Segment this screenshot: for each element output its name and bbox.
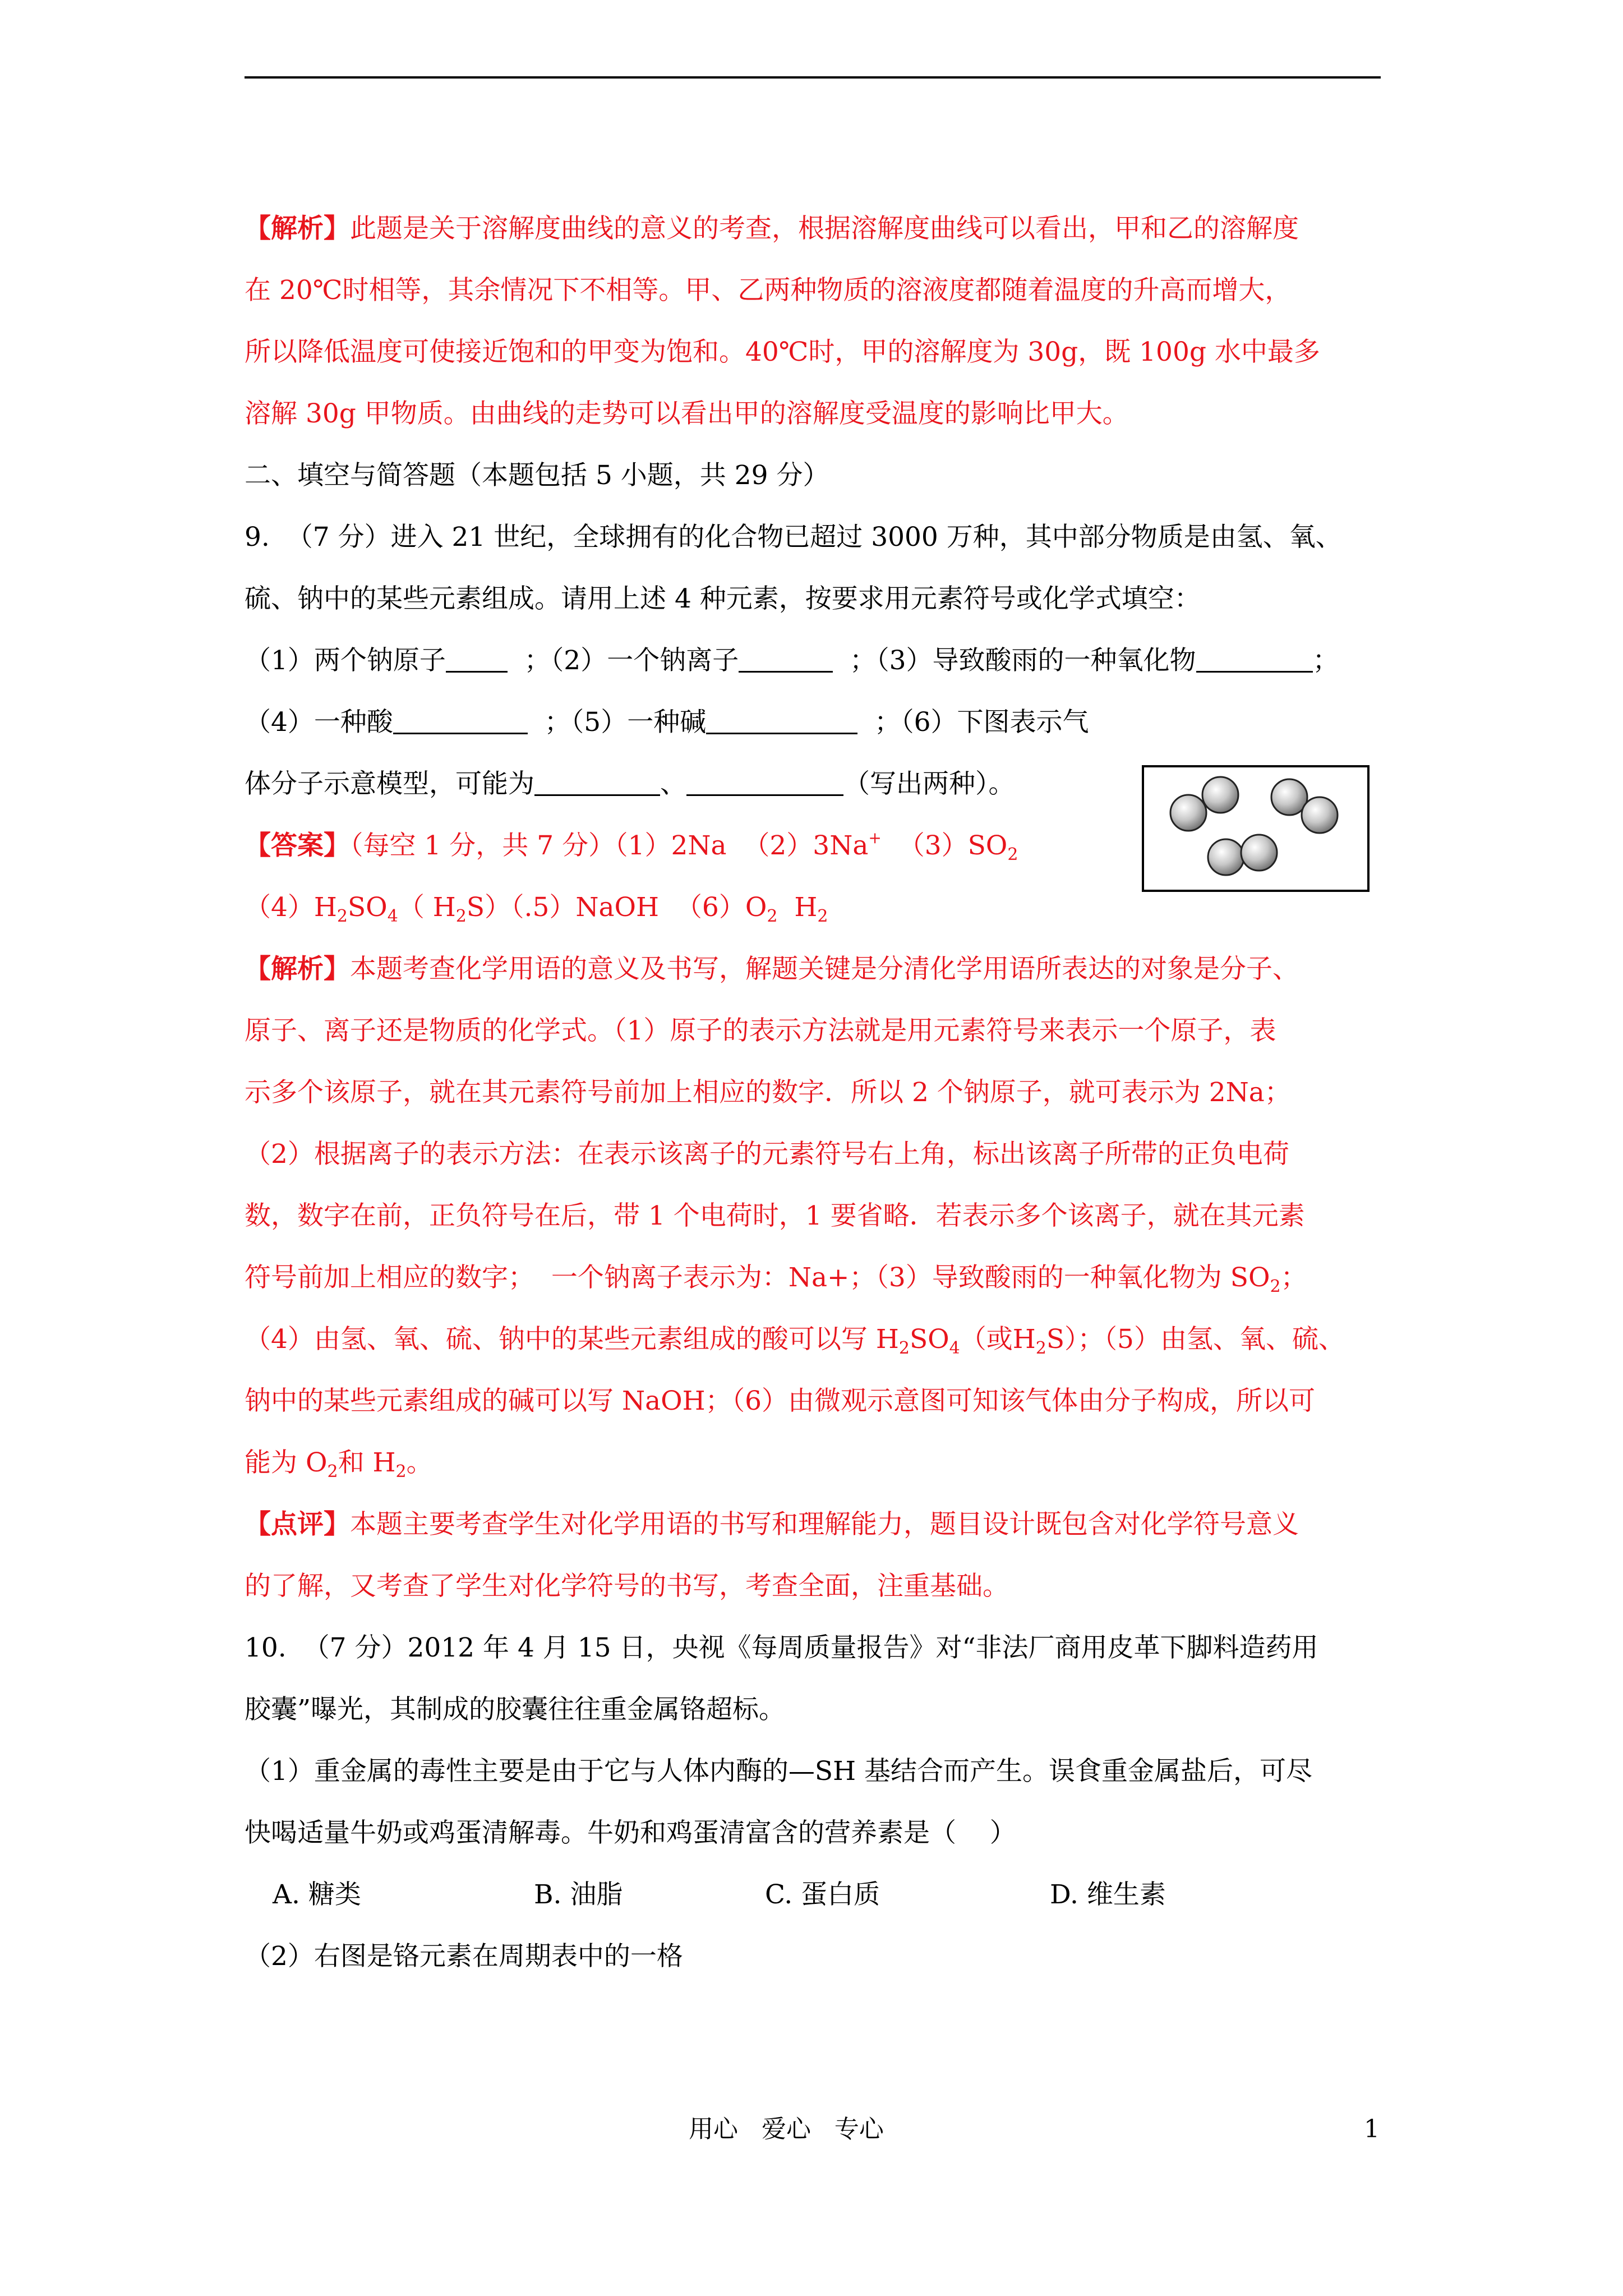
answer-blank[interactable] bbox=[739, 645, 833, 673]
header-rule bbox=[245, 76, 1381, 79]
analysis-tag: 【解析】 bbox=[245, 213, 350, 244]
prev-analysis-line: 溶解 30g 甲物质。由曲线的走势可以看出甲的溶解度受温度的影响比甲大。 bbox=[245, 398, 1129, 429]
q10-option-c[interactable]: C. 蛋白质 bbox=[765, 1879, 880, 1910]
q9-blank-line: （4）一种酸 ；（5）一种碱 ；（6）下图表示气 bbox=[245, 707, 1089, 738]
section-heading: 二、填空与简答题（本题包括 5 小题，共 29 分） bbox=[245, 460, 829, 491]
answer-blank[interactable] bbox=[534, 769, 660, 796]
q10-stem-line: （1）重金属的毒性主要是由于它与人体内酶的—SH 基结合而产生。误食重金属盐后，可尽 bbox=[245, 1756, 1313, 1787]
q9-analysis-line: 原子、离子还是物质的化学式。（1）原子的表示方法就是用元素符号来表示一个原子，表 bbox=[245, 1015, 1276, 1046]
page-number: 1 bbox=[1364, 2115, 1380, 2143]
analysis-tag: 【解析】 bbox=[245, 954, 350, 984]
q9-analysis-line: 能为 $O_2$和 $H_2$。 bbox=[245, 1447, 433, 1481]
q9-analysis-line: 钠中的某些元素组成的碱可以写 NaOH；（6）由微观示意图可知该气体由分子构成，所以可 bbox=[245, 1386, 1316, 1416]
q10-stem-line: （2）右图是铬元素在周期表中的一格 bbox=[245, 1941, 683, 1972]
gas-molecule-model bbox=[1142, 765, 1370, 892]
q10-stem-line: 快喝适量牛奶或鸡蛋清解毒。牛奶和鸡蛋清富含的营养素是（ ） bbox=[245, 1818, 1016, 1848]
q9-analysis-line: （2）根据离子的表示方法：在表示该离子的元素符号右上角，标出该离子所带的正负电荷 bbox=[245, 1139, 1289, 1170]
q9-analysis-line: 示多个该原子，就在其元素符号前加上相应的数字．所以 2 个钠原子，就可表示为 2Na； bbox=[245, 1077, 1291, 1108]
q9-stem-line: 硫、钠中的某些元素组成。请用上述 4 种元素，按要求用元素符号或化学式填空： bbox=[245, 583, 1201, 614]
q10-stem-line: 10. （7 分）2012 年 4 月 15 日，央视《每周质量报告》对“非法厂商用皮革下脚料造药用 bbox=[245, 1632, 1318, 1663]
q10-option-a[interactable]: A. 糖类 bbox=[273, 1879, 361, 1910]
q9-analysis-line: 符号前加上相应的数字； 一个钠离子表示为：Na+；（3）导致酸雨的一种氧化物为 $SO_2$； bbox=[245, 1262, 1307, 1296]
q9-analysis-line: （4）由氢、氧、硫、钠中的某些元素组成的酸可以写 $H_2SO_4$（或$H_2S$）；（5）由氢、氧、硫、 bbox=[245, 1324, 1345, 1358]
prev-analysis-line: 在 20℃时相等，其余情况下不相等。甲、乙两种物质的溶液度都随着温度的升高而增大， bbox=[245, 275, 1292, 306]
q9-comment-line: 的了解，又考查了学生对化学符号的书写，考查全面，注重基础。 bbox=[245, 1571, 1009, 1602]
comment-tag: 【点评】 bbox=[245, 1509, 350, 1540]
q9-blank-line: 体分子示意模型，可能为 、 （写出两种）。 bbox=[245, 769, 1015, 799]
answer-tag: 【答案】 bbox=[245, 830, 350, 861]
answer-blank[interactable] bbox=[393, 707, 528, 734]
q9-blank-line: （1）两个钠原子 ；（2）一个钠离子 ；（3）导致酸雨的一种氧化物 ； bbox=[245, 645, 1339, 676]
q10-option-b[interactable]: B. 油脂 bbox=[534, 1879, 623, 1910]
q10-option-d[interactable]: D. 维生素 bbox=[1050, 1879, 1166, 1910]
answer-blank[interactable] bbox=[1196, 645, 1313, 673]
q9-analysis-line: 【解析】本题考查化学用语的意义及书写，解题关键是分清化学用语所表达的对象是分子、 bbox=[245, 954, 1299, 984]
footer-motto: 用心 爱心 专心 bbox=[689, 2115, 884, 2143]
q10-stem-line: 胶囊”曝光，其制成的胶囊往往重金属铬超标。 bbox=[245, 1694, 786, 1725]
answer-blank[interactable] bbox=[446, 645, 508, 673]
molecule-model-icon bbox=[1144, 767, 1367, 890]
prev-analysis-line: 【解析】此题是关于溶解度曲线的意义的考查，根据溶解度曲线可以看出，甲和乙的溶解度 bbox=[245, 213, 1299, 244]
q9-answer-line: $(4)H_2SO_4$（ $H_2S)(.5)NaOH$ $(6)O_2$ $H_2$ bbox=[245, 892, 828, 926]
q9-answer-line: 【答案】（每空 1 分，共 7 分）（1）2Na （2）3Na+ $(3)SO_2$ bbox=[245, 829, 1018, 864]
q9-analysis-line: 数，数字在前，正负符号在后，带 1 个电荷时，1 要省略．若表示多个该离子，就在其元素 bbox=[245, 1200, 1305, 1231]
prev-analysis-line: 所以降低温度可使接近饱和的甲变为饱和。40℃时，甲的溶解度为 30g，既 100g 水中最多 bbox=[245, 337, 1320, 367]
answer-blank[interactable] bbox=[686, 769, 843, 796]
q9-comment-line: 【点评】本题主要考查学生对化学用语的书写和理解能力，题目设计既包含对化学符号意义 bbox=[245, 1509, 1299, 1540]
q9-stem-line: 9. （7 分）进入 21 世纪，全球拥有的化合物已超过 3000 万种，其中部分物质是由氢、氧、 bbox=[245, 522, 1342, 553]
answer-blank[interactable] bbox=[706, 707, 857, 734]
